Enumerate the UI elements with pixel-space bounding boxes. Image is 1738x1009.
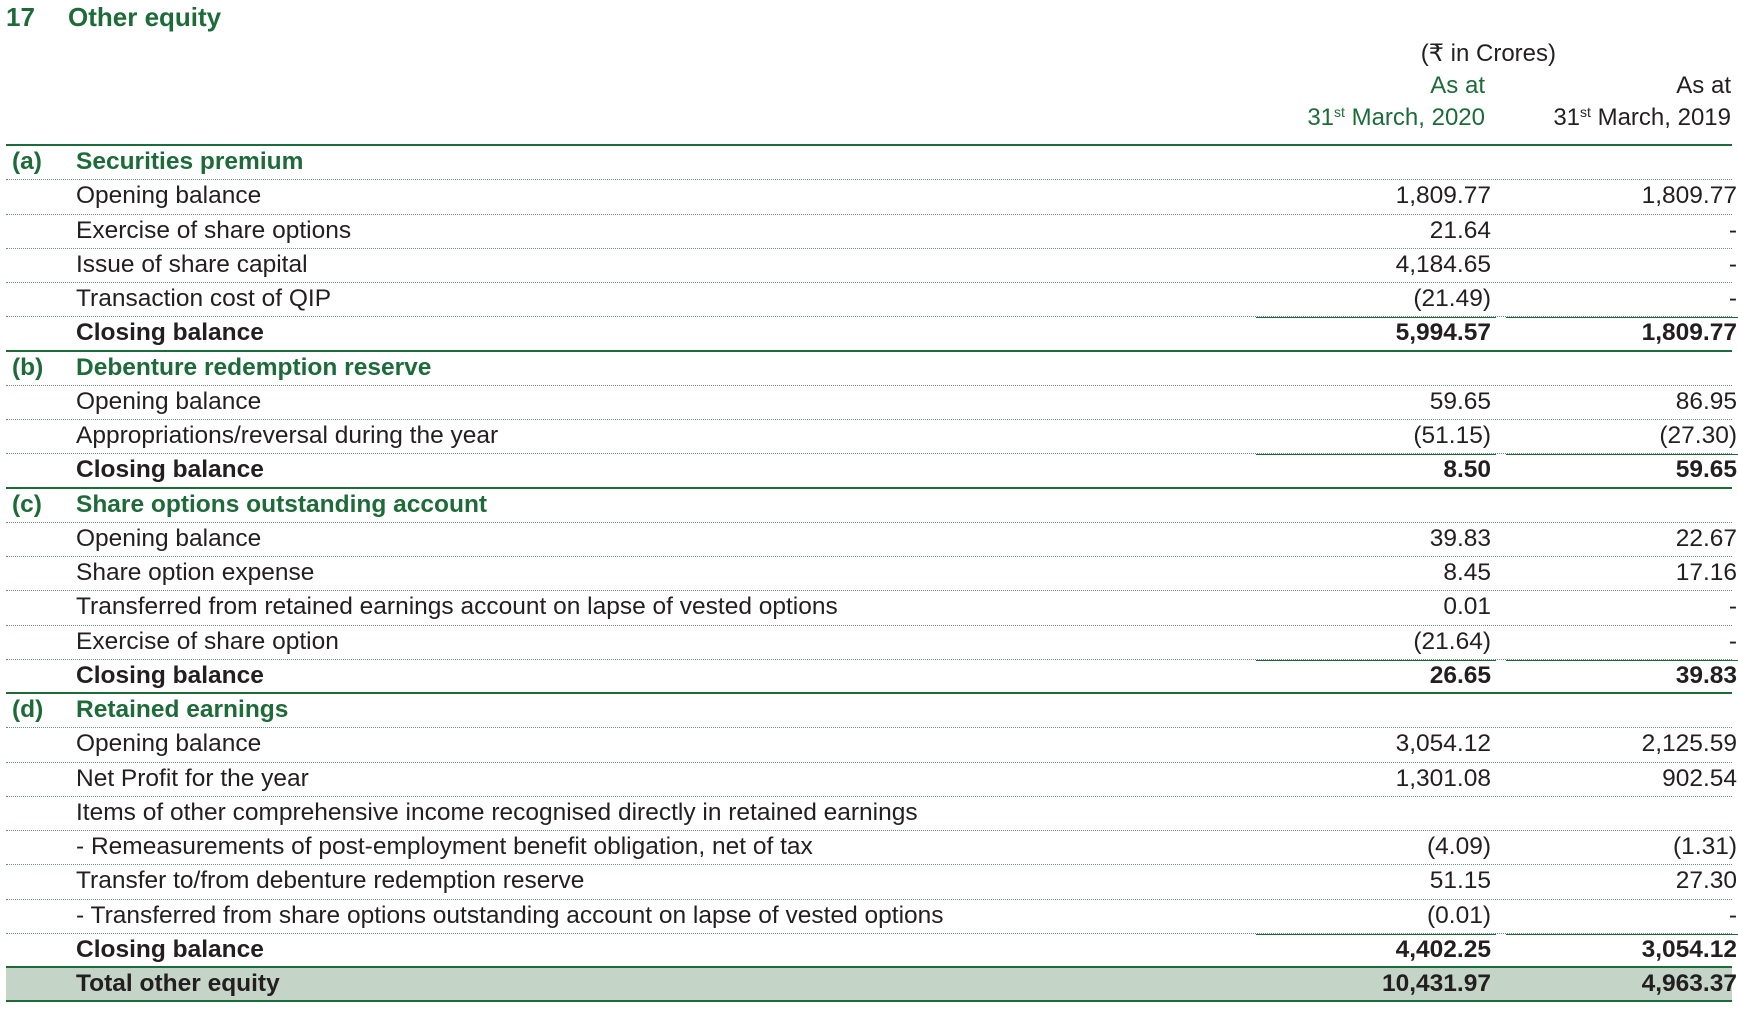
value-2020: (21.64) xyxy=(1413,627,1491,655)
section-tag: (b) xyxy=(12,353,44,381)
value-2020: 21.64 xyxy=(1429,216,1491,244)
column-header-2020-line1: As at xyxy=(1430,72,1485,99)
value-2019: - xyxy=(1728,285,1737,312)
value-2020: 51.15 xyxy=(1429,867,1491,895)
value-2019: 59.65 xyxy=(1675,456,1737,484)
section-heading-row xyxy=(6,146,1732,180)
subtotal-rule xyxy=(1256,934,1496,935)
table-row xyxy=(6,865,1737,899)
row-label: Appropriations/reversal during the year xyxy=(76,422,499,449)
row-label: Share option expense xyxy=(76,559,315,586)
column-header-2019-line1: As at xyxy=(1676,72,1731,99)
value-2019: 1,809.77 xyxy=(1641,319,1737,347)
value-2019: - xyxy=(1728,250,1737,278)
value-2020: 4,402.25 xyxy=(1395,935,1491,963)
subtotal-rule xyxy=(1256,454,1496,455)
row-label: Total other equity xyxy=(76,970,280,997)
table-row xyxy=(6,420,1737,454)
row-label: Share options outstanding account xyxy=(76,490,488,518)
note-number: 17 xyxy=(6,1,35,32)
row-label: - Transferred from share options outstanding account on lapse of vested options xyxy=(76,901,944,929)
row-label: Exercise of share option xyxy=(76,627,339,655)
value-2020: (51.15) xyxy=(1413,422,1491,449)
note-heading xyxy=(6,0,221,34)
table-row xyxy=(6,831,1737,865)
closing-balance-row xyxy=(6,934,1737,968)
value-2020: 59.65 xyxy=(1429,387,1491,415)
table-row xyxy=(6,180,1737,214)
value-2019: 1,809.77 xyxy=(1641,182,1737,210)
total-row xyxy=(6,968,1737,1002)
row-label: Opening balance xyxy=(76,730,262,758)
value-2020: 39.83 xyxy=(1429,524,1491,552)
value-2019: 902.54 xyxy=(1662,764,1737,792)
row-label: Exercise of share options xyxy=(76,216,352,244)
section-heading-row xyxy=(6,489,1732,523)
row-label: Items of other comprehensive income recognised directly in retained earnings xyxy=(76,798,918,826)
row-label: Closing balance xyxy=(76,319,264,347)
table-row xyxy=(6,763,1737,797)
table-row xyxy=(6,797,1732,831)
value-2020: 0.01 xyxy=(1443,593,1491,621)
row-label: Closing balance xyxy=(76,456,264,484)
value-2019: 27.30 xyxy=(1675,867,1737,895)
value-2020: 10,431.97 xyxy=(1382,970,1491,997)
row-label: Debenture redemption reserve xyxy=(76,353,432,381)
date-suffix: st xyxy=(1334,104,1345,120)
row-label: Opening balance xyxy=(76,387,262,415)
closing-balance-row xyxy=(6,317,1737,351)
other-equity-table xyxy=(6,146,1737,1002)
value-2019: - xyxy=(1728,627,1737,655)
table-row xyxy=(6,386,1737,420)
value-2020: 8.45 xyxy=(1443,559,1491,586)
value-2020: (0.01) xyxy=(1426,901,1491,929)
closing-balance-row xyxy=(6,454,1737,488)
row-label: Opening balance xyxy=(76,182,262,210)
note-title: Other equity xyxy=(68,1,222,32)
section-heading-row xyxy=(6,352,1732,386)
row-label: Transferred from retained earnings account on lapse of vested options xyxy=(76,593,838,621)
subtotal-rule xyxy=(1256,660,1496,661)
value-2020: 8.50 xyxy=(1443,456,1491,484)
date-day: 31 xyxy=(1553,104,1581,131)
subtotal-rule xyxy=(1506,660,1738,661)
section-tag: (d) xyxy=(12,696,44,723)
value-2020: 26.65 xyxy=(1429,661,1491,689)
subtotal-rule xyxy=(1506,934,1738,935)
section-tag: (a) xyxy=(12,148,42,175)
row-label: Closing balance xyxy=(76,935,264,963)
subtotal-rule xyxy=(1506,454,1738,455)
row-label: Transfer to/from debenture redemption reserve xyxy=(76,867,585,895)
date-rest: March, 2019 xyxy=(1590,104,1731,131)
value-2019: 17.16 xyxy=(1675,559,1737,586)
value-2020: 1,301.08 xyxy=(1395,764,1491,792)
currency-unit-label: (₹ in Crores) xyxy=(1420,40,1556,67)
value-2019: 2,125.59 xyxy=(1641,730,1737,758)
date-rest: March, 2020 xyxy=(1344,104,1485,131)
value-2020: (21.49) xyxy=(1413,285,1491,312)
table-row xyxy=(6,900,1737,934)
value-2019: - xyxy=(1728,901,1737,929)
column-header-2019-date xyxy=(1425,102,1731,134)
table-row xyxy=(6,626,1737,660)
row-label: Closing balance xyxy=(76,661,264,689)
table-row xyxy=(6,728,1737,762)
table-row xyxy=(6,557,1737,591)
date-suffix: st xyxy=(1580,104,1591,120)
subtotal-rule xyxy=(1256,317,1496,318)
value-2020: 4,184.65 xyxy=(1395,250,1491,278)
row-label: Transaction cost of QIP xyxy=(76,285,332,312)
value-2020: 3,054.12 xyxy=(1395,730,1491,758)
value-2019: 22.67 xyxy=(1675,524,1737,552)
value-2019: (1.31) xyxy=(1672,833,1737,860)
table-row xyxy=(6,591,1737,625)
value-2019: (27.30) xyxy=(1659,422,1737,449)
section-heading-row xyxy=(6,694,1732,728)
value-2020: 5,994.57 xyxy=(1395,319,1491,347)
table-row xyxy=(6,215,1737,249)
value-2019: 39.83 xyxy=(1675,661,1737,689)
date-day: 31 xyxy=(1307,104,1335,131)
value-2020: (4.09) xyxy=(1426,833,1491,860)
column-header-2019 xyxy=(1425,70,1731,134)
row-label: Opening balance xyxy=(76,524,262,552)
row-label: Net Profit for the year xyxy=(76,764,309,792)
value-2019: - xyxy=(1728,216,1737,244)
table-row xyxy=(6,249,1737,283)
subtotal-rule xyxy=(1506,317,1738,318)
value-2019: - xyxy=(1728,593,1737,621)
row-label: Retained earnings xyxy=(76,696,289,723)
value-2019: 3,054.12 xyxy=(1641,935,1737,963)
table-row xyxy=(6,283,1737,317)
value-2020: 1,809.77 xyxy=(1395,182,1491,210)
value-2019: 86.95 xyxy=(1675,387,1737,415)
row-label: - Remeasurements of post-employment benefit obligation, net of tax xyxy=(76,833,813,860)
value-2019: 4,963.37 xyxy=(1641,970,1737,997)
section-tag: (c) xyxy=(12,490,42,518)
row-label: Securities premium xyxy=(76,148,304,175)
closing-balance-row xyxy=(6,660,1737,694)
row-label: Issue of share capital xyxy=(76,250,308,278)
table-row xyxy=(6,523,1737,557)
